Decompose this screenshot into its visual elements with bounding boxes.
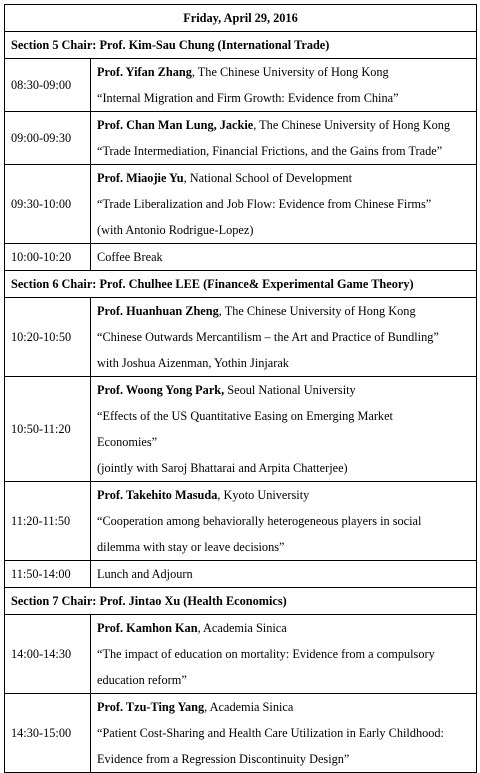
time-slot: 10:50-11:20 <box>5 377 91 482</box>
speaker-name: Prof. Chan Man Lung, Jackie <box>97 118 254 132</box>
speaker-affiliation: , The Chinese University of Hong Kong <box>218 304 416 318</box>
talk-details <box>91 165 477 244</box>
speaker-name: Prof. Miaojie Yu <box>97 171 184 185</box>
time-slot: 11:20-11:50 <box>5 482 91 561</box>
time-slot: 14:30-15:00 <box>5 694 91 773</box>
time-slot: 14:00-14:30 <box>5 615 91 694</box>
speaker-line <box>97 694 470 720</box>
section-row <box>5 588 477 615</box>
time-slot: 10:00-10:20 <box>5 244 91 271</box>
talk-row <box>5 615 477 694</box>
talk-line: (jointly with Saroj Bhattarai and Arpita Chatterjee) <box>97 461 348 475</box>
break-label: Lunch and Adjourn <box>91 561 477 588</box>
day-header-row <box>5 5 477 32</box>
time-slot: 09:30-10:00 <box>5 165 91 244</box>
talk-details <box>91 59 477 112</box>
talk-line: with Joshua Aizenman, Yothin Jinjarak <box>97 356 289 370</box>
speaker-affiliation: , National School of Development <box>183 171 353 185</box>
section-row <box>5 32 477 59</box>
talk-details <box>91 694 477 773</box>
time-slot: 10:20-10:50 <box>5 298 91 377</box>
talk-row <box>5 694 477 773</box>
speaker-name: Prof. Tzu-Ting Yang <box>97 700 205 714</box>
talk-line: “Patient Cost-Sharing and Health Care Utilization in Early Childhood: <box>97 726 444 740</box>
schedule-table <box>4 4 477 773</box>
time-slot: 09:00-09:30 <box>5 112 91 165</box>
section-row <box>5 271 477 298</box>
speaker-affiliation: , Academia Sinica <box>197 621 287 635</box>
talk-row <box>5 59 477 112</box>
speaker-name: Prof. Yifan Zhang <box>97 65 192 79</box>
speaker-name: Prof. Huanhuan Zheng <box>97 304 219 318</box>
talk-row <box>5 377 477 482</box>
speaker-name: Prof. Kamhon Kan <box>97 621 198 635</box>
speaker-affiliation: , Kyoto University <box>217 488 310 502</box>
talk-row <box>5 112 477 165</box>
talk-row <box>5 165 477 244</box>
section-chair: Section 6 Chair: Prof. Chulhee LEE (Finance& Experimental Game Theory) <box>5 271 477 298</box>
talk-line: (with Antonio Rodrigue-Lopez) <box>97 223 254 237</box>
speaker-affiliation: , The Chinese University of Hong Kong <box>253 118 451 132</box>
talk-details <box>91 482 477 561</box>
speaker-line <box>97 615 470 641</box>
talk-details <box>91 298 477 377</box>
talk-line: education reform” <box>97 673 187 687</box>
talk-line: Economies” <box>97 435 158 449</box>
speaker-line <box>97 59 470 85</box>
speaker-name: Prof. Takehito Masuda <box>97 488 218 502</box>
time-slot: 11:50-14:00 <box>5 561 91 588</box>
speaker-affiliation: , The Chinese University of Hong Kong <box>191 65 389 79</box>
talk-line: “The impact of education on mortality: Evidence from a compulsory <box>97 647 435 661</box>
talk-line: Evidence from a Regression Discontinuity Design” <box>97 752 350 766</box>
talk-line: “Effects of the US Quantitative Easing on Emerging Market <box>97 409 393 423</box>
break-row <box>5 244 477 271</box>
section-chair: Section 7 Chair: Prof. Jintao Xu (Health Economics) <box>5 588 477 615</box>
speaker-line <box>97 298 470 324</box>
talk-row <box>5 482 477 561</box>
break-label: Coffee Break <box>91 244 477 271</box>
speaker-line <box>97 377 470 403</box>
talk-line: “Chinese Outwards Mercantilism – the Art and Practice of Bundling” <box>97 330 439 344</box>
speaker-line <box>97 165 470 191</box>
speaker-name: Prof. Woong Yong Park, <box>97 383 225 397</box>
day-header: Friday, April 29, 2016 <box>5 5 477 32</box>
schedule-body <box>5 5 477 773</box>
speaker-affiliation: Seoul National University <box>224 383 356 397</box>
talk-line: dilemma with stay or leave decisions” <box>97 540 285 554</box>
talk-details <box>91 615 477 694</box>
time-slot: 08:30-09:00 <box>5 59 91 112</box>
speaker-line <box>97 482 470 508</box>
talk-details <box>91 112 477 165</box>
section-chair: Section 5 Chair: Prof. Kim-Sau Chung (International Trade) <box>5 32 477 59</box>
talk-row <box>5 298 477 377</box>
speaker-affiliation: , Academia Sinica <box>204 700 294 714</box>
talk-line: “Internal Migration and Firm Growth: Evidence from China” <box>97 91 399 105</box>
break-row <box>5 561 477 588</box>
speaker-line <box>97 112 470 138</box>
talk-line: “Trade Liberalization and Job Flow: Evidence from Chinese Firms” <box>97 197 432 211</box>
talk-details <box>91 377 477 482</box>
talk-line: “Cooperation among behaviorally heterogeneous players in social <box>97 514 422 528</box>
talk-line: “Trade Intermediation, Financial Frictions, and the Gains from Trade” <box>97 144 443 158</box>
